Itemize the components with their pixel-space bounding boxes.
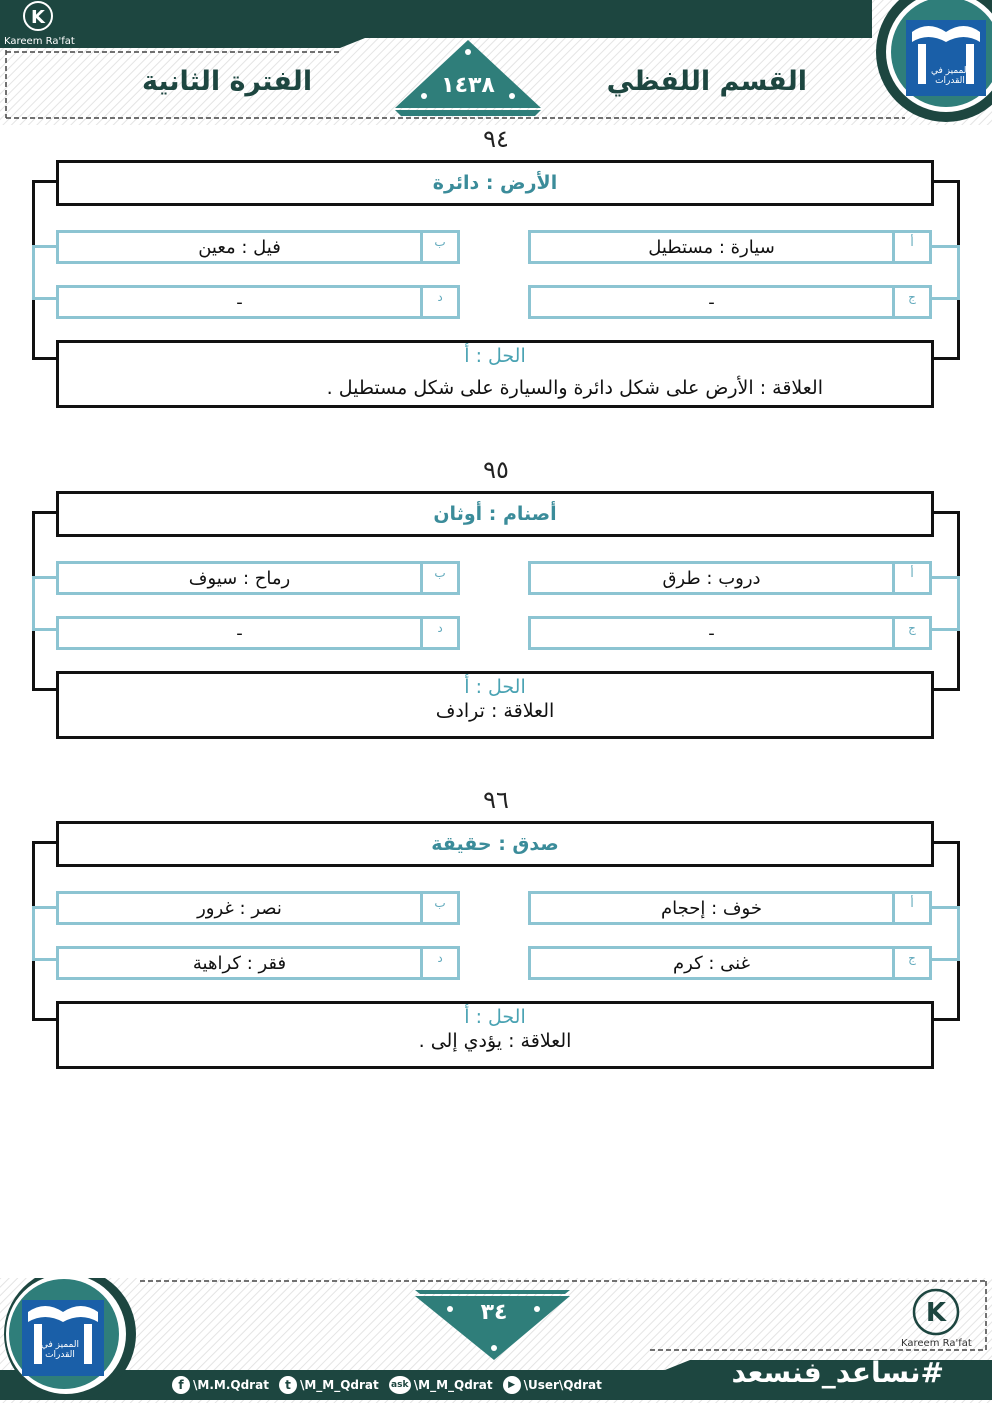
option-d[interactable] [56,946,460,980]
option-a[interactable] [528,561,932,595]
option-c[interactable] [528,946,932,980]
option-b[interactable] [56,230,460,264]
question-block [0,456,992,746]
answer-label: الحل : أ [464,345,526,367]
option-b[interactable] [56,891,460,925]
page-number: ٣٤ [480,1300,508,1325]
facebook-icon: f [172,1376,190,1394]
brand-name: Kareem Ra'fat [4,36,75,47]
question-number: ٩٤ [483,125,509,153]
svg-text:K: K [925,1298,947,1328]
option-letter: د [420,288,457,316]
page-footer [0,1278,992,1403]
option-letter: ج [892,288,929,316]
book-logo-icon [868,0,992,130]
answer-label: الحل : أ [464,676,526,698]
section-title: القسم اللفظي [606,66,807,97]
social-ask[interactable] [389,1376,493,1394]
brand-logo-icon [12,0,60,34]
social-links [172,1376,602,1394]
answer-label: الحل : أ [464,1006,526,1028]
option-letter: ب [420,894,457,922]
options-left-bracket [32,906,58,961]
logo-caption: المميز في القدرات [41,1340,79,1360]
option-a[interactable] [528,230,932,264]
option-text: - [708,622,715,644]
question-block [0,125,992,415]
brand-logo-icon [908,1286,964,1338]
question-number: ٩٦ [483,786,509,814]
youtube-icon: ▶ [503,1376,521,1394]
question-stem: صدق : حقيقة [56,821,934,867]
option-text: - [236,622,243,644]
option-a[interactable] [528,891,932,925]
question-number: ٩٥ [483,456,509,484]
option-letter: ب [420,564,457,592]
social-handle: \User\Qdrat [523,1378,602,1392]
answer-box [56,1001,934,1069]
ask-icon: ask [389,1376,411,1394]
option-text: فقر : كراهية [192,952,287,974]
option-letter: أ [892,564,929,592]
option-letter: أ [892,894,929,922]
option-c[interactable] [528,285,932,319]
option-letter: د [420,619,457,647]
option-text: - [236,291,243,313]
option-letter: د [420,949,457,977]
option-c[interactable] [528,616,932,650]
question-stem: أصنام : أوثان [56,491,934,537]
social-handle: \M_M_Qdrat [299,1378,379,1392]
social-twitter[interactable] [279,1376,379,1394]
twitter-icon: t [279,1376,297,1394]
header-background [0,0,992,125]
option-text: خوف : إحجام [661,897,762,919]
page-header [0,0,992,125]
period-title: الفترة الثانية [142,66,313,97]
option-letter: ب [420,233,457,261]
question-block [0,786,992,1076]
option-d[interactable] [56,285,460,319]
svg-text:K: K [31,7,45,28]
social-facebook[interactable] [172,1376,269,1394]
options-left-bracket [32,245,58,300]
logo-caption: المميز في القدرات [931,66,969,86]
social-handle: \M_M_Qdrat [413,1378,493,1392]
social-handle: \M.M.Qdrat [193,1378,269,1392]
year-label: ١٤٣٨ [441,73,495,98]
option-letter: ج [892,949,929,977]
answer-box [56,340,934,408]
brand-name: Kareem Ra'fat [901,1338,972,1349]
option-text: رماح : سيوف [188,567,291,589]
option-letter: ج [892,619,929,647]
options-right-bracket [932,906,960,961]
hashtag: #نساعد_فنسعد [731,1356,944,1389]
answer-explanation: العلاقة : ترادف [435,700,555,722]
social-youtube[interactable] [503,1376,602,1394]
option-d[interactable] [56,616,460,650]
question-stem: الأرض : دائرة [56,160,934,206]
option-text: غنى : كرم [673,952,751,974]
option-text: سيارة : مستطيل [648,236,775,258]
answer-explanation: العلاقة : يؤدي إلى . [418,1030,572,1052]
option-text: - [708,291,715,313]
option-letter: أ [892,233,929,261]
options-right-bracket [932,576,960,631]
option-text: فيل : معين [198,236,281,258]
option-text: نصر : غرور [197,897,282,919]
option-b[interactable] [56,561,460,595]
options-right-bracket [932,245,960,300]
option-text: دروب : طرق [662,567,761,589]
options-left-bracket [32,576,58,631]
answer-box [56,671,934,739]
answer-explanation: العلاقة : الأرض على شكل دائرة والسيارة على شكل مستطيل . [326,377,823,399]
